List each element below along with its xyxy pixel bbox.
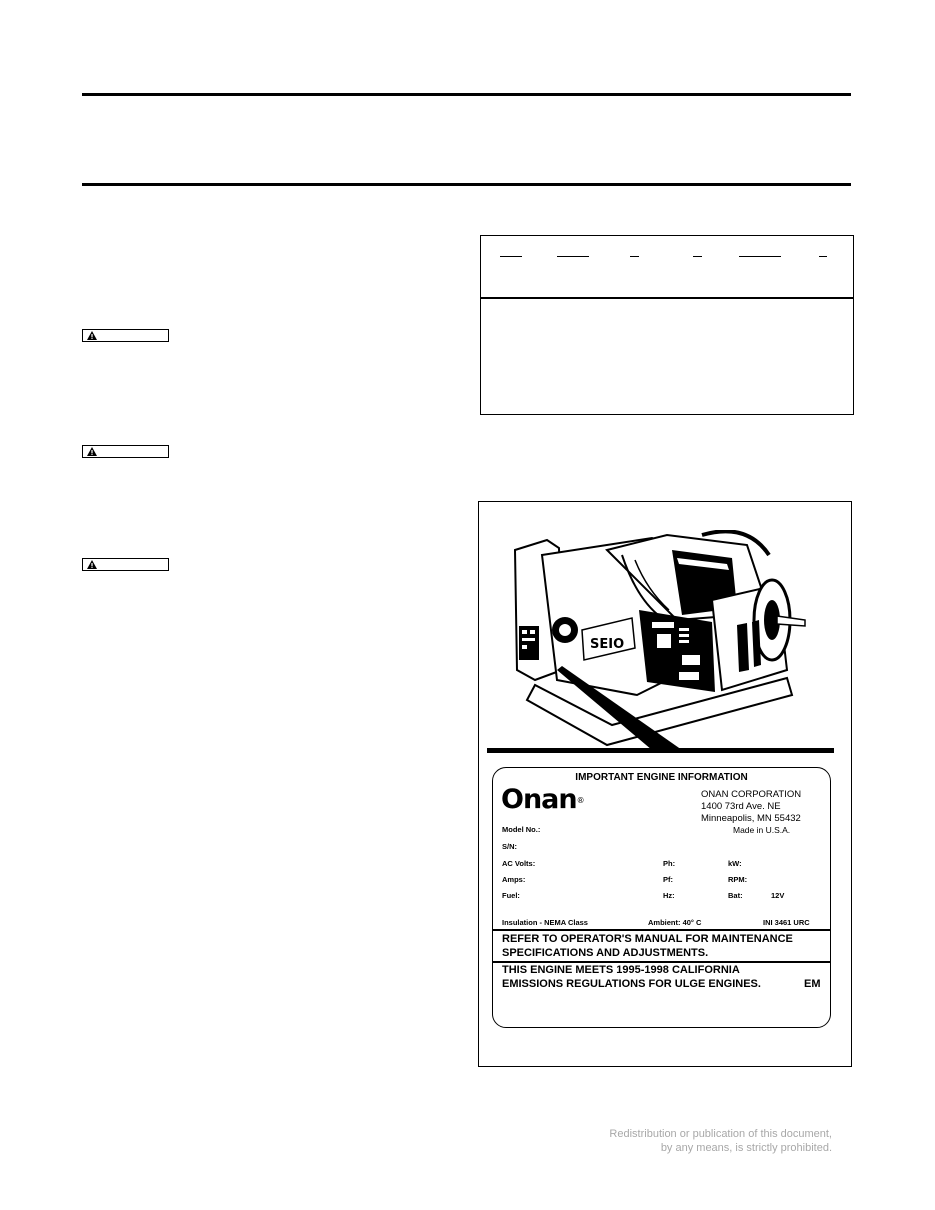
redistribution-notice xyxy=(609,1127,832,1155)
model-label: Model No.: xyxy=(502,825,541,834)
insulation-label: Insulation - NEMA Class xyxy=(502,918,588,927)
svg-text:SEIO: SEIO xyxy=(590,637,625,652)
part-number: INI 3461 URC xyxy=(763,918,810,927)
fuel-label: Fuel: xyxy=(502,891,520,900)
plate-divider xyxy=(493,929,830,931)
rpm-label: RPM: xyxy=(728,875,748,884)
ambient-label: Ambient: 40° C xyxy=(648,918,702,927)
engine-info-plate xyxy=(492,767,831,1028)
address-line1: 1400 73rd Ave. NE xyxy=(701,801,781,812)
company-name: ONAN CORPORATION xyxy=(701,789,802,800)
table-header-mark xyxy=(557,256,589,257)
notice1-line1: REFER TO OPERATOR'S MANUAL FOR MAINTENANCE xyxy=(502,933,793,945)
kw-label: kW: xyxy=(728,859,742,868)
hz-label: Hz: xyxy=(663,891,675,900)
ph-label: Ph: xyxy=(663,859,676,868)
address-line2: Minneapolis, MN 55432 xyxy=(701,813,801,824)
made-in: Made in U.S.A. xyxy=(733,825,791,835)
footer-line1: Redistribution or publication of this document, xyxy=(609,1128,832,1140)
warning-triangle-icon xyxy=(87,447,97,456)
table-header-mark xyxy=(819,256,827,257)
notice2-line1: THIS ENGINE MEETS 1995-1998 CALIFORNIA xyxy=(502,964,740,976)
warning-triangle-icon xyxy=(87,331,97,340)
generator-illustration xyxy=(487,530,837,755)
spec-table xyxy=(480,235,854,415)
table-header-mark xyxy=(693,256,702,257)
onan-logo: Onan® xyxy=(501,784,584,815)
sn-label: S/N: xyxy=(502,842,517,851)
table-header-mark xyxy=(739,256,781,257)
bat-label: Bat: xyxy=(728,891,743,900)
table-header-mark xyxy=(500,256,522,257)
pf-label: Pf: xyxy=(663,875,673,884)
plate-divider xyxy=(493,961,830,963)
notice1-line2: SPECIFICATIONS AND ADJUSTMENTS. xyxy=(502,947,709,959)
warning-box-1 xyxy=(82,329,169,342)
warning-triangle-icon xyxy=(87,560,97,569)
ac-volts-label: AC Volts: xyxy=(502,859,536,868)
notice2-line2: EMISSIONS REGULATIONS FOR ULGE ENGINES. xyxy=(502,978,761,990)
table-header-mark xyxy=(630,256,639,257)
amps-label: Amps: xyxy=(502,875,526,884)
footer-line2: by any means, is strictly prohibited. xyxy=(660,1142,832,1154)
notice2-code: EM xyxy=(804,978,821,990)
bat-value: 12V xyxy=(771,891,785,900)
warning-box-2 xyxy=(82,445,169,458)
header-rule-top xyxy=(82,93,851,96)
table-header-divider xyxy=(481,297,853,299)
warning-box-3 xyxy=(82,558,169,571)
plate-title: IMPORTANT ENGINE INFORMATION xyxy=(575,772,748,783)
header-rule-bottom xyxy=(82,183,851,186)
